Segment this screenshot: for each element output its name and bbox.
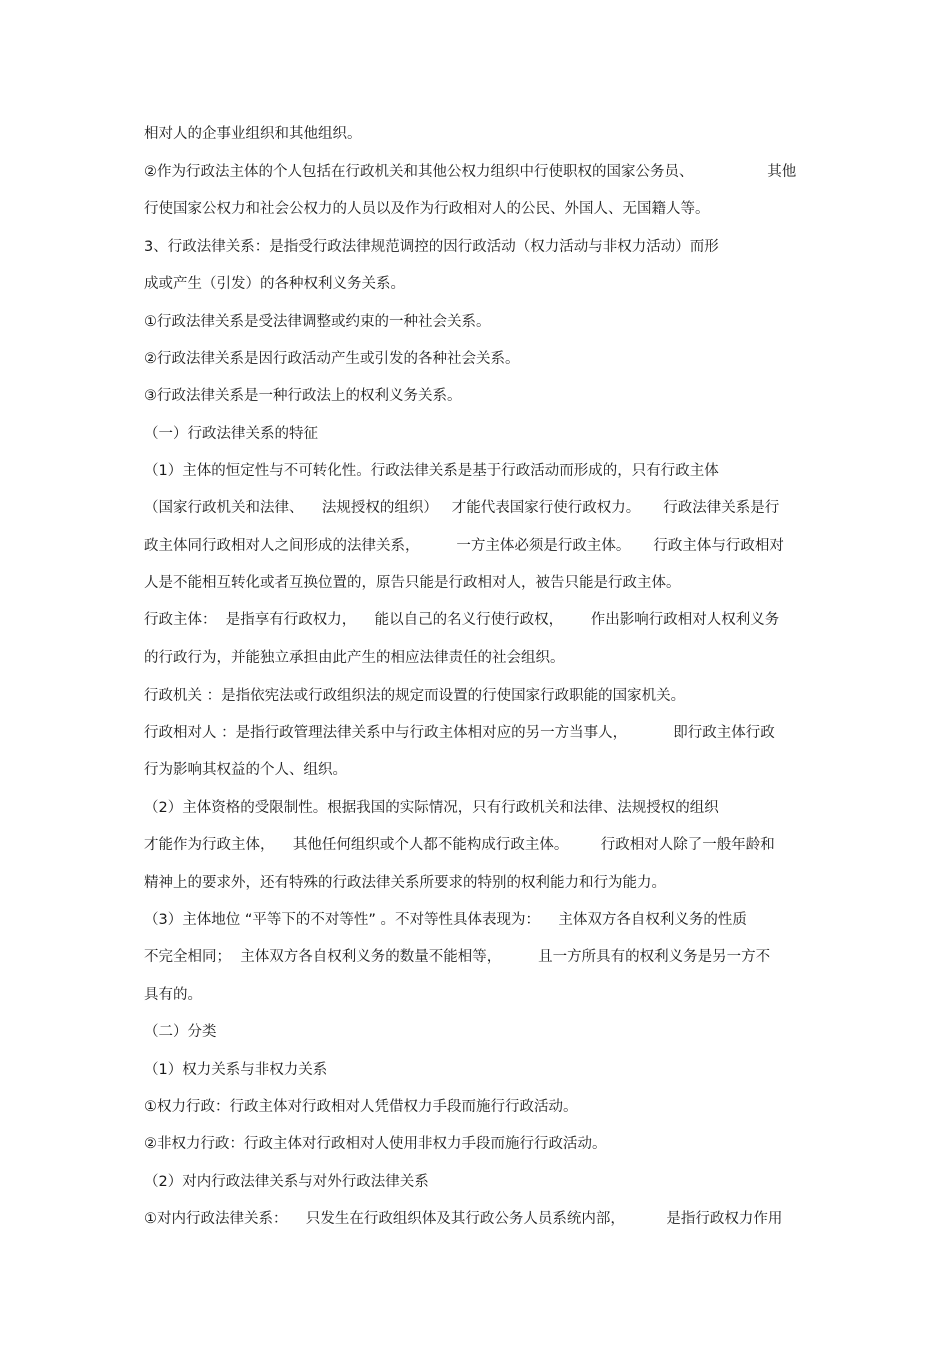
text-line: 人是不能相互转化或者互换位置的，原告只能是行政相对人，被告只能是行政主体。: [144, 575, 681, 591]
text-line: 精神上的要求外，还有特殊的行政法律关系所要求的特别的权利能力和行为能力。: [144, 875, 666, 891]
text-line: 行政主体： 是指享有行政权力， 能以自己的名义行使行政权， 作出影响行政相对人权利义务: [144, 612, 780, 628]
text-line: ②作为行政法主体的个人包括在行政机关和其他公权力组织中行使职权的国家公务员、 其他: [144, 164, 797, 180]
text-line: （2）对内行政法律关系与对外行政法律关系: [144, 1174, 429, 1190]
text-line: （1）权力关系与非权力关系: [144, 1062, 328, 1078]
text-line: ①行政法律关系是受法律调整或约束的一种社会关系。: [144, 314, 491, 330]
text-line: ①权力行政：行政主体对行政相对人凭借权力手段而施行行政活动。: [144, 1099, 578, 1115]
text-line: 政主体同行政相对人之间形成的法律关系， 一方主体必须是行政主体。 行政主体与行政相对: [144, 538, 784, 554]
text-line: 的行政行为，并能独立承担由此产生的相应法律责任的社会组织。: [144, 650, 565, 666]
text-line: 才能作为行政主体， 其他任何组织或个人都不能构成行政主体。 行政相对人除了一般年龄和: [144, 837, 775, 853]
text-line: 成或产生（引发）的各种权利义务关系。: [144, 276, 405, 292]
text-line: ②非权力行政：行政主体对行政相对人使用非权力手段而施行行政活动。: [144, 1136, 607, 1152]
text-line: （2）主体资格的受限制性。根据我国的实际情况，只有行政机关和法律、法规授权的组织: [144, 800, 719, 816]
section-heading: （一）行政法律关系的特征: [144, 426, 318, 442]
text-line: 行使国家公权力和社会公权力的人员以及作为行政相对人的公民、外国人、无国籍人等。: [144, 201, 710, 217]
text-line: （1）主体的恒定性与不可转化性。行政法律关系是基于行政活动而形成的，只有行政主体: [144, 463, 719, 479]
text-line: 行政机关 ：是指依宪法或行政组织法的规定而设置的行使国家行政职能的国家机关。: [144, 688, 686, 704]
text-line: 具有的。: [144, 987, 202, 1003]
text-line: 相对人的企事业组织和其他组织。: [144, 126, 362, 142]
text-line: 行政相对人 ：是指行政管理法律关系中与行政主体相对应的另一方当事人， 即行政主体行政: [144, 725, 775, 741]
text-line: （3）主体地位 “平等下的不对等性” 。不对等性具体表现为： 主体双方各自权利义务的性质: [144, 912, 747, 928]
section-heading: （二）分类: [144, 1024, 217, 1040]
text-line: （国家行政机关和法律、 法规授权的组织） 才能代表国家行使行政权力。 行政法律关系是行: [144, 500, 780, 516]
text-line: 行为影响其权益的个人、组织。: [144, 762, 347, 778]
text-line: 3、行政法律关系：是指受行政法律规范调控的因行政活动（权力活动与非权力活动）而形: [144, 239, 719, 255]
text-line: 不完全相同； 主体双方各自权利义务的数量不能相等， 且一方所具有的权利义务是另一方不: [144, 949, 771, 965]
text-line: ①对内行政法律关系： 只发生在行政组织体及其行政公务人员系统内部， 是指行政权力作用: [144, 1211, 783, 1227]
text-line: ③行政法律关系是一种行政法上的权利义务关系。: [144, 388, 462, 404]
text-line: ②行政法律关系是因行政活动产生或引发的各种社会关系。: [144, 351, 520, 367]
